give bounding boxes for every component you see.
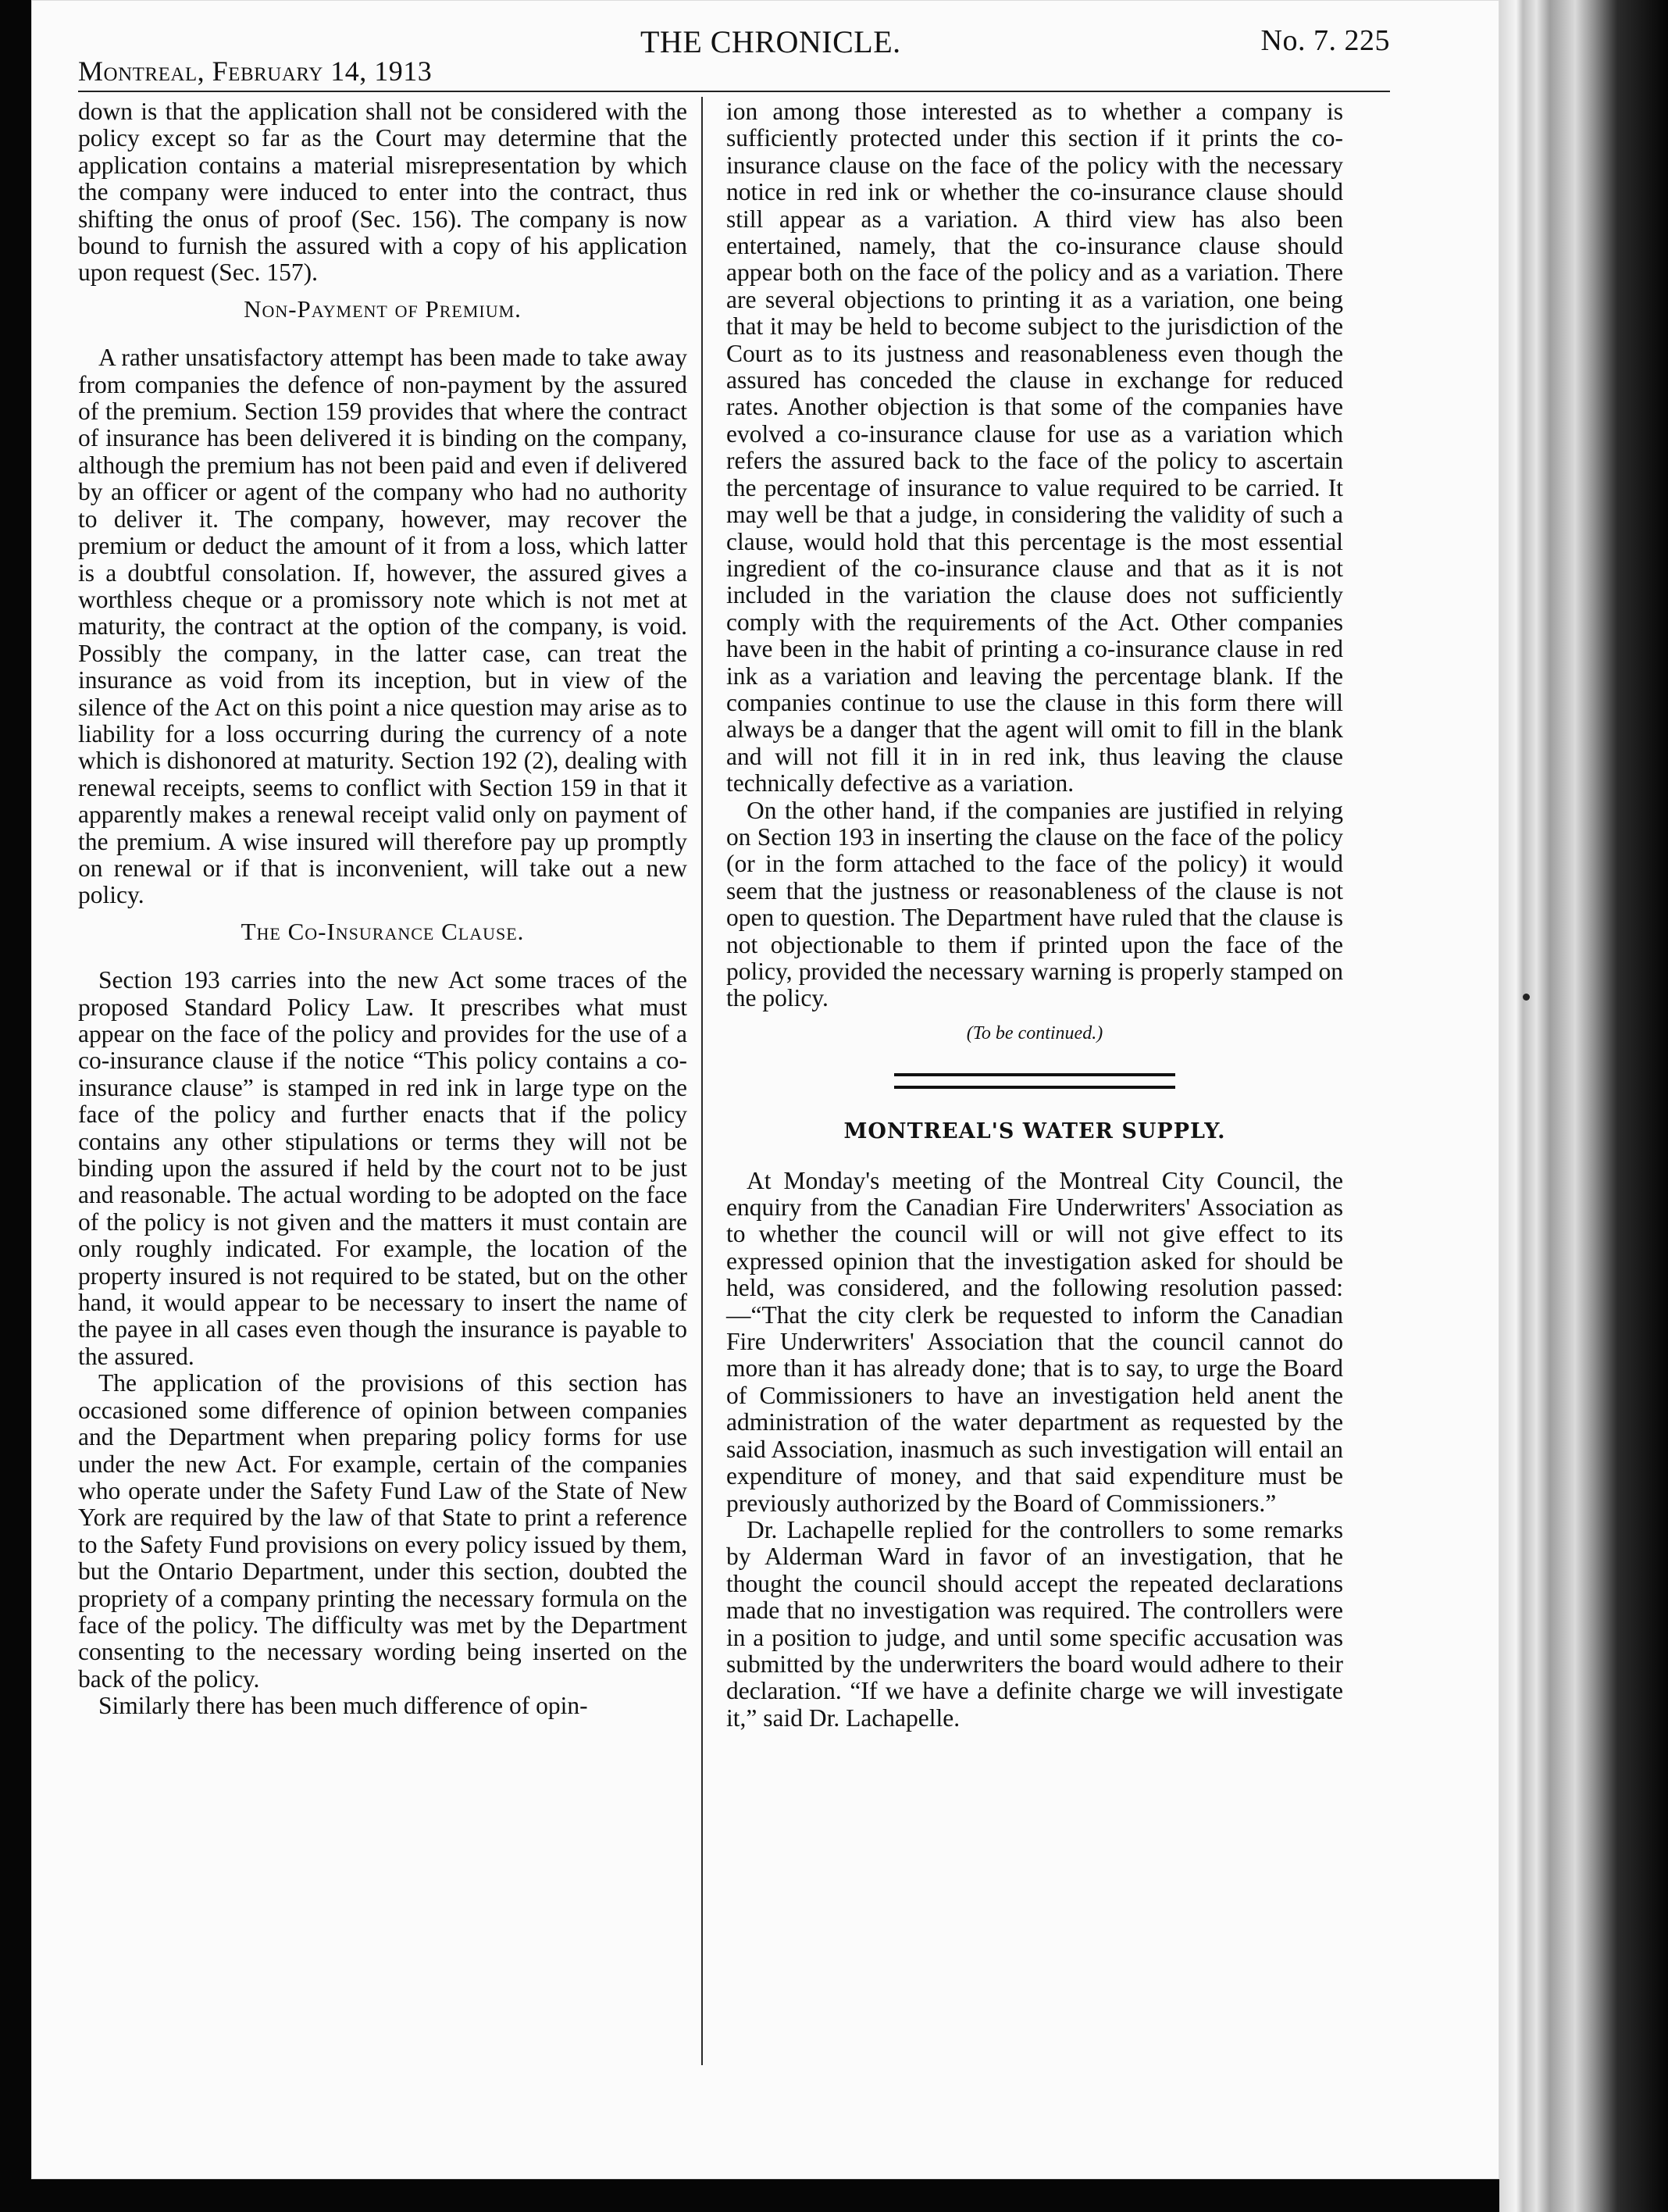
left-paragraph-5: Similarly there has been much difference of opin- <box>98 1692 588 1720</box>
issue-page-number: No. 7. 225 <box>1260 24 1390 57</box>
heading-non-payment: Non-Payment of Premium. <box>244 294 522 323</box>
right-paragraph-3: At Monday's meeting of the Montreal City Council, the enquiry from the Canadian Fire Underwriters' Association as to whether the council will or will not give effect to its expressed opinion that the investigation asked for should be held, was considered, and the following resolution passed:—“That the city clerk be requested to inform the Canadian Fire Underwriters' Association that the council cannot do more than it has already done; that is to say, to urge the Board of Commissioners to have an investigation held anent the administration of the water department as requested by the said Association, inasmuch as such investigation will entail an expenditure of money, and that said expenditure must be previously authorized by the Board of Commissioners.” <box>726 1166 1343 1517</box>
water-supply-title: MONTREAL'S WATER SUPPLY. <box>843 1119 1226 1144</box>
left-column <box>78 98 687 1720</box>
right-column <box>726 98 1343 1732</box>
right-paragraph-1: ion among those interested as to whether a company is sufficiently protected under this section if it prints the co-insurance clause on the face of the policy with the necessary notice in red ink or whether the co-insurance clause should still appear as a variation. A third view has also been entertained, namely, that the co-insurance clause should appear both on the face of the policy and as a variation. There are several objections to printing it as a variation, one being that it may be held to become subject to the jurisdiction of the Court as to its justness and reasonableness even though the assured has conceded the clause in exchange for reduced rates. Another objection is that some of the companies have evolved a co-insurance clause for use as a variation which refers the assured back to the face of the policy to ascertain the percentage of insurance to value required to be carried. It may well be that a judge, in considering the validity of such a clause, would hold that this percentage is the most essential ingredient of the co-insurance clause and that as it is not included in the variation the clause does not sufficiently comply with the requirements of the Act. Other companies have been in the habit of printing a co-insurance clause in red ink as a variation and leaving the percentage blank. If the companies continue to use the clause in this form there will always be a danger that the agent will omit to fill in the blank and will not fill it in in red ink, thus leaving the clause technically defective as a variation. <box>726 98 1343 797</box>
column-divider <box>701 97 703 2065</box>
section-separator <box>894 1073 1175 1089</box>
publication-title: THE CHRONICLE. <box>640 24 901 59</box>
to-be-continued: (To be continued.) <box>966 1022 1103 1044</box>
header-rule <box>78 91 1390 92</box>
left-paragraph-3: Section 193 carries into the new Act some traces of the proposed Standard Policy Law. It prescribes what must appear on the face of the policy and provides for the use of a co-insurance clause if the notice “This policy contains a co-insurance clause” is stamped in red ink in large type on the face of the policy and further enacts that if the policy contains any other stipulations or terms they will not be binding upon the assured if held by the court not to be just and reasonable. The actual wording to be adopted on the face of the policy is not given and the matters it must contain are only roughly indicated. For example, the location of the property insured is not required to be stated, but on the other hand, it would appear to be necessary to insert the name of the payee in all cases even though the insurance is payable to the assured. <box>78 966 687 1370</box>
scan-speck <box>1523 994 1530 1001</box>
left-paragraph-4: The application of the provisions of this section has occasioned some difference of opinion between companies and the Department when preparing policy forms for use under the new Act. For example, certain of the companies who operate under the Safety Fund Law of the State of New York are required by the law of that State to print a reference to the Safety Fund provisions on every policy issued by them, but the Ontario Department, under this section, doubted the propriety of a company printing the necessary formula on the face of the policy. The difficulty was met by the Department consenting to the necessary wording being inserted on the back of the policy. <box>78 1369 687 1693</box>
right-paragraph-2: On the other hand, if the companies are justified in relying on Section 193 in inserting the clause on the face of the policy (or in the form attached to the face of the policy) it would seem that the justness or reasonableness of the clause is not open to question. The Department have ruled that the clause is not objectionable to them if printed upon the face of the policy, provided the necessary warning is properly stamped on the policy. <box>726 796 1343 1012</box>
newspaper-page <box>31 0 1499 2179</box>
dateline: Montreal, February 14, 1913 <box>78 55 433 87</box>
left-paragraph-2: A rather unsatisfactory attempt has been made to take away from companies the defence of non-payment by the assured of the premium. Section 159 provides that where the contract of insurance has been delivered it is binding on the company, although the premium has not been paid and even if delivered by an officer or agent of the company who had no authority to deliver it. The company, however, may recover the premium or deduct the amount of it from a loss, which latter is a doubtful consolation. If, however, the assured gives a worthless cheque or a promissory note which is not met at maturity, the contract at the option of the company, is void. Possibly the company, in the latter case, can treat the insurance as void from its inception, but in view of the silence of the Act on this point a nice question may arise as to liability for a loss occurring during the currency of a note which is dishonored at maturity. Section 192 (2), dealing with renewal receipts, seems to conflict with Section 159 in that it apparently makes a renewal receipt valid only on payment of the premium. A wise insured will therefore pay up promptly on renewal or if that is inconvenient, will take out a new policy. <box>78 344 687 909</box>
left-paragraph-1: down is that the application shall not be considered with the policy except so far as the Court may determine that the application contains a material misrepresentation by which the company were induced to enter into the contract, thus shifting the onus of proof (Sec. 156). The company is now bound to furnish the assured with a copy of his application upon request (Sec. 157). <box>78 98 687 287</box>
heading-co-insurance: The Co-Insurance Clause. <box>241 917 525 945</box>
book-spine-edge <box>1499 0 1668 2212</box>
right-paragraph-4: Dr. Lachapelle replied for the controllers to some remarks by Alderman Ward in favor of an investigation, that he thought the council should accept the repeated declarations made that no investigation was required. The controllers were in a position to judge, and until some specific accusation was submitted by the underwriters the board would adhere to their declaration. “If we have a definite charge we will investigate it,” said Dr. Lachapelle. <box>726 1515 1343 1732</box>
page-header <box>78 23 1390 91</box>
